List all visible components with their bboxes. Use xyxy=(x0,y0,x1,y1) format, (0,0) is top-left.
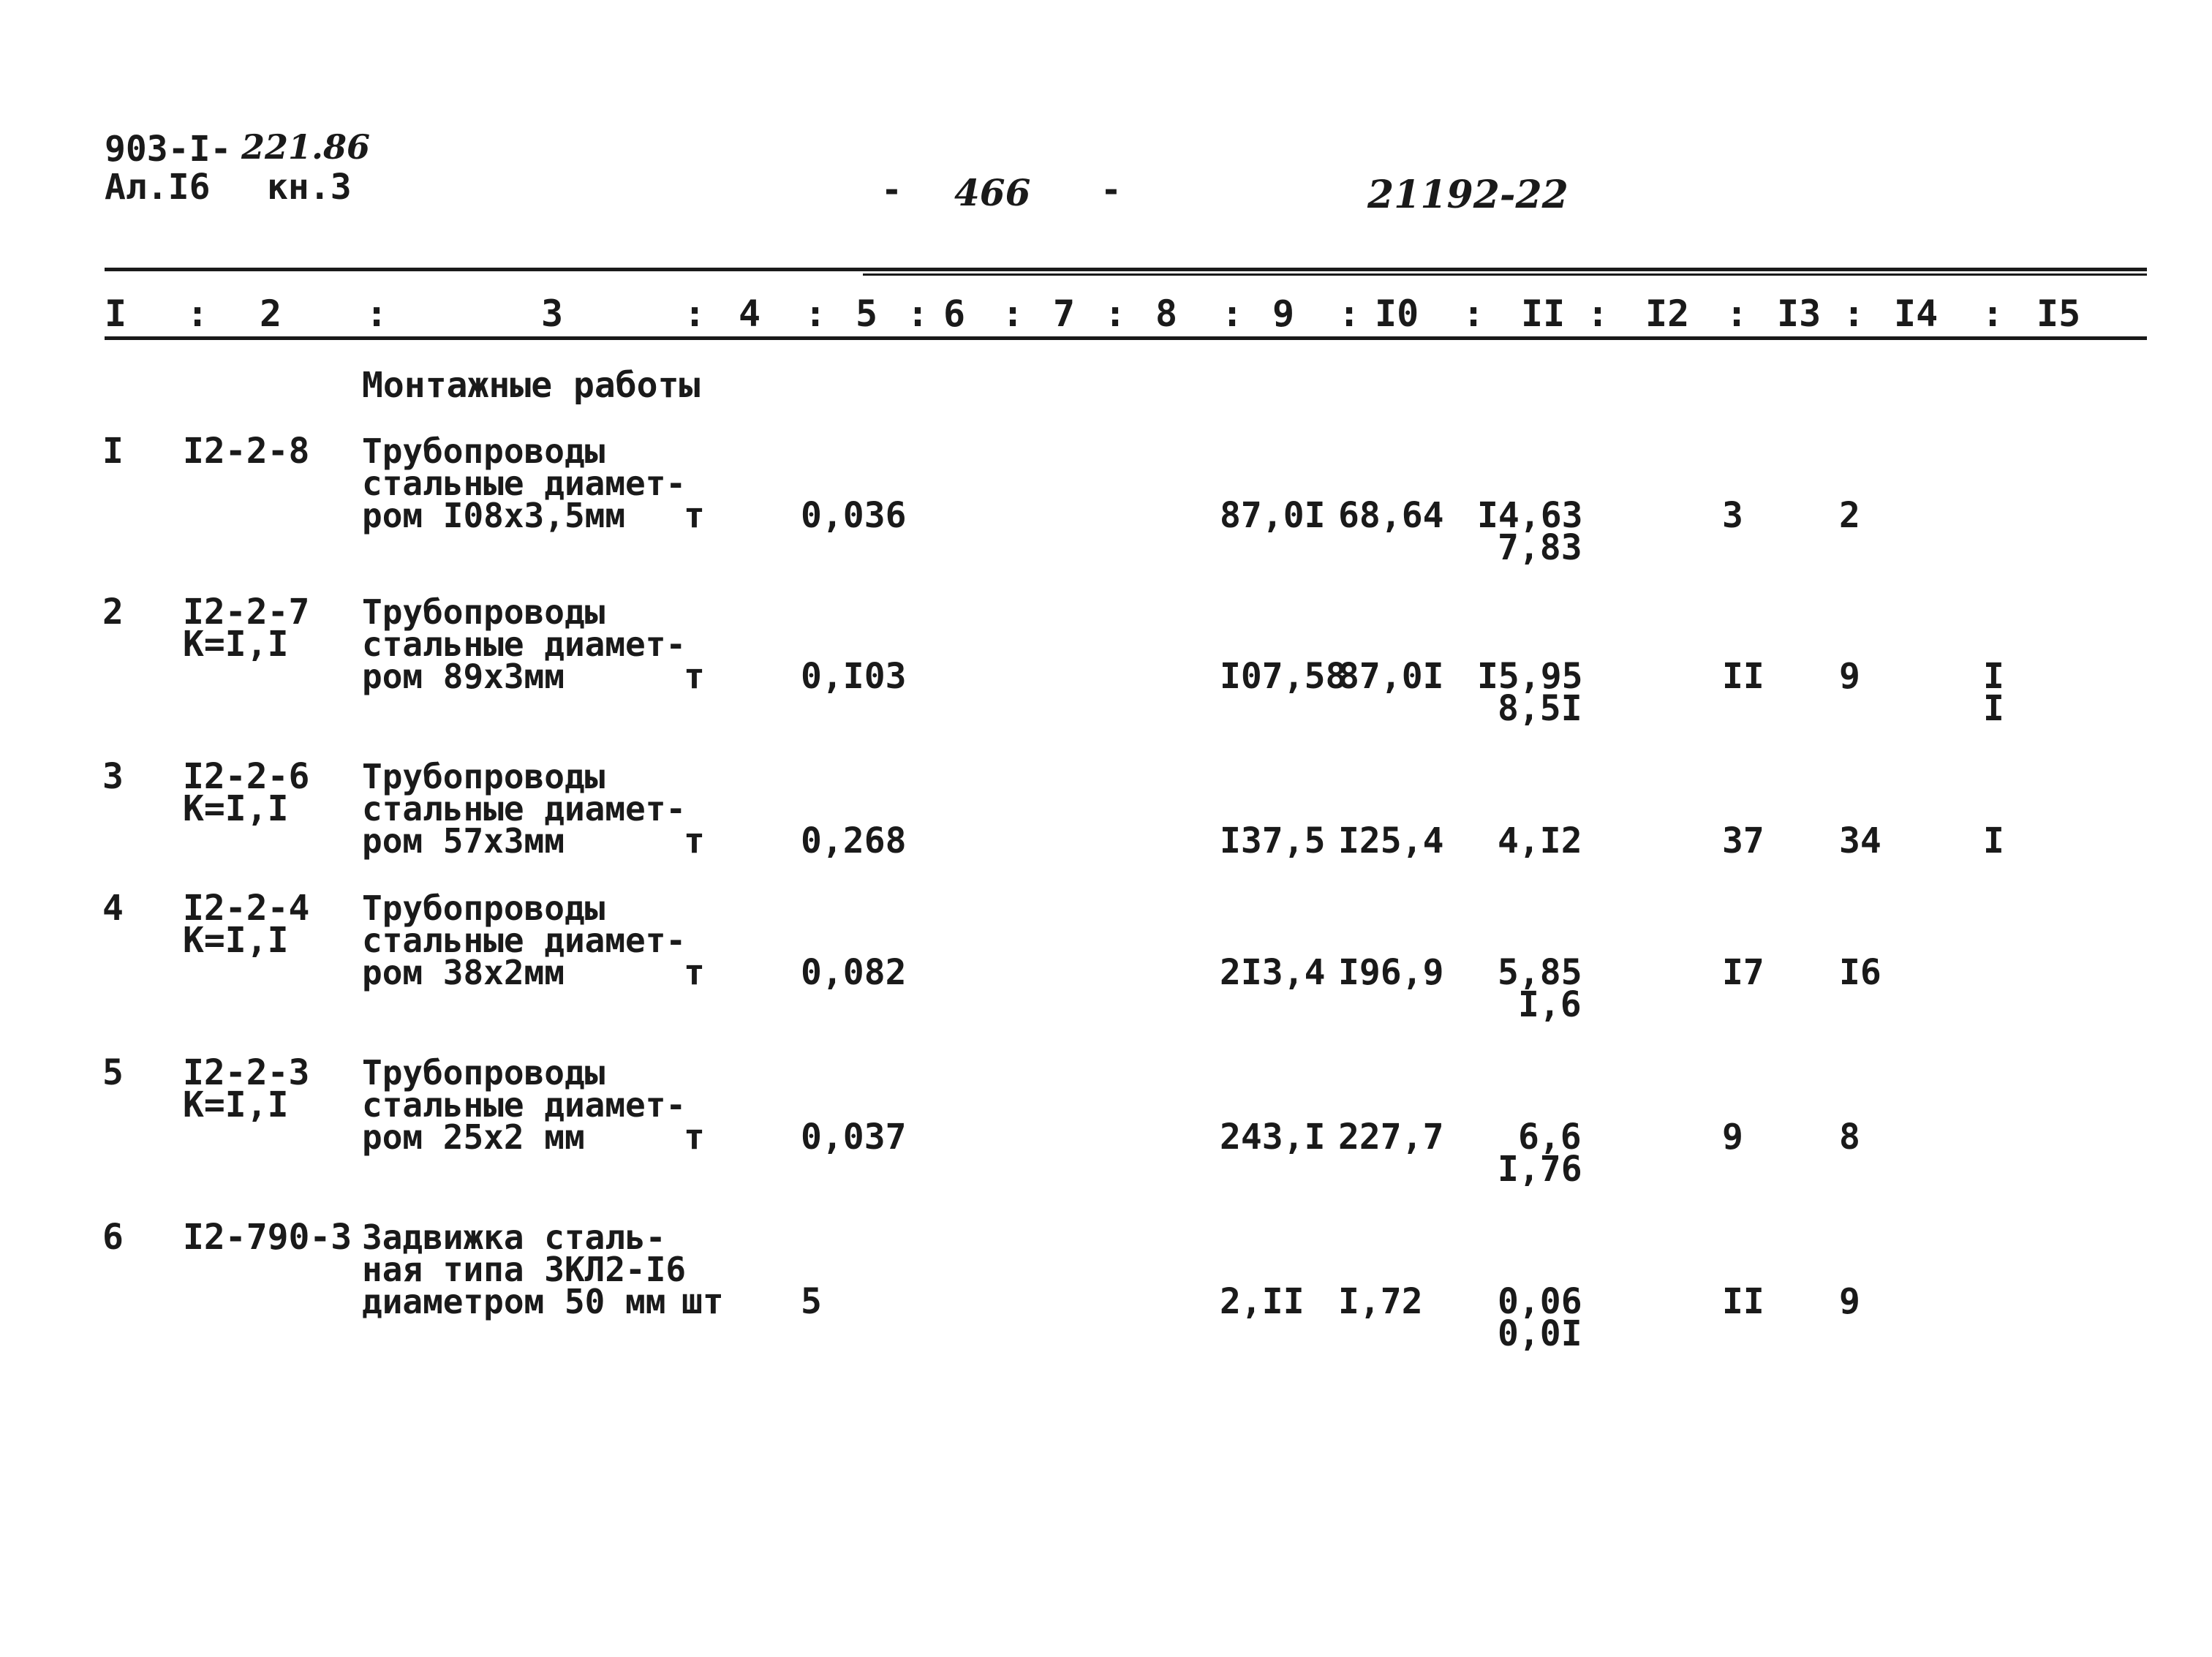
top-rule xyxy=(105,268,2147,271)
column-header: 9 xyxy=(1272,292,1295,335)
row-col14-value: I xyxy=(1983,688,2004,729)
row-quantity: 0,268 xyxy=(801,820,907,861)
row-description: стальные диамет- xyxy=(362,1085,687,1125)
column-header: 7 xyxy=(1053,292,1076,335)
column-separator: : xyxy=(1726,292,1748,335)
row-col13-value: I6 xyxy=(1839,952,1881,993)
column-separator: : xyxy=(1002,292,1024,335)
row-number: 3 xyxy=(102,756,124,797)
row-number: 2 xyxy=(102,592,124,633)
row-quantity: 0,I03 xyxy=(801,656,907,697)
column-header: 6 xyxy=(943,292,966,335)
row-col12-value: I7 xyxy=(1722,952,1764,993)
row-col11-value: I,6 xyxy=(1518,984,1582,1025)
column-separator: : xyxy=(1843,292,1865,335)
sheet-code: 21192-22 xyxy=(1367,173,1569,217)
row-code: К=I,I xyxy=(183,1084,289,1125)
column-header: 3 xyxy=(541,292,564,335)
row-col12-value: 37 xyxy=(1722,820,1764,861)
row-quantity: 0,037 xyxy=(801,1117,907,1158)
row-description: диаметром 50 мм xyxy=(362,1282,666,1321)
row-col11-value: 8,5I xyxy=(1498,688,1582,729)
row-description: Трубопроводы xyxy=(362,1053,605,1092)
row-col9-value: I07,58 xyxy=(1220,656,1347,697)
row-unit: т xyxy=(684,1117,705,1158)
row-unit: т xyxy=(684,495,705,536)
row-col11-value: 0,06 xyxy=(1498,1281,1582,1322)
row-col11-value: I5,95 xyxy=(1477,656,1583,697)
row-code: К=I,I xyxy=(183,920,289,961)
column-header: II xyxy=(1521,292,1566,335)
row-col11-value: I,76 xyxy=(1498,1149,1582,1190)
row-code: I2-2-4 xyxy=(183,888,310,929)
row-col13-value: 8 xyxy=(1839,1117,1860,1158)
column-header: I4 xyxy=(1894,292,1939,335)
column-header: 4 xyxy=(739,292,761,335)
column-header: 2 xyxy=(260,292,282,335)
row-col11-value: 6,6 xyxy=(1518,1117,1582,1158)
row-number: 5 xyxy=(102,1052,124,1093)
row-description: Трубопроводы xyxy=(362,592,605,632)
column-separator: : xyxy=(186,292,209,335)
doc-code-handwritten: 221.86 xyxy=(241,127,371,167)
row-description: Задвижка сталь- xyxy=(362,1218,666,1257)
row-unit: шт xyxy=(682,1281,724,1322)
column-header: I3 xyxy=(1777,292,1822,335)
page-dash-right: - xyxy=(1101,170,1122,211)
row-code: I2-2-6 xyxy=(183,756,310,797)
row-col12-value: 9 xyxy=(1722,1117,1743,1158)
row-code: I2-2-8 xyxy=(183,431,310,472)
row-description: стальные диамет- xyxy=(362,624,687,664)
column-separator: : xyxy=(684,292,706,335)
row-description: стальные диамет- xyxy=(362,789,687,828)
row-col9-value: I37,5 xyxy=(1220,820,1326,861)
column-header: I xyxy=(105,292,127,335)
column-separator: : xyxy=(804,292,827,335)
row-col9-value: 2,II xyxy=(1220,1281,1305,1322)
row-description: ром 89х3мм xyxy=(362,657,565,696)
row-col13-value: 34 xyxy=(1839,820,1881,861)
page-dash-left: - xyxy=(881,170,902,211)
row-description: Трубопроводы xyxy=(362,888,605,928)
row-col9-value: 87,0I xyxy=(1220,495,1326,536)
row-col12-value: 3 xyxy=(1722,495,1743,536)
row-col13-value: 9 xyxy=(1839,1281,1860,1322)
column-header: I0 xyxy=(1375,292,1419,335)
row-quantity: 5 xyxy=(801,1281,822,1322)
row-code: К=I,I xyxy=(183,788,289,829)
column-separator: : xyxy=(1221,292,1244,335)
top-rule-secondary xyxy=(863,273,2147,276)
column-header: 8 xyxy=(1155,292,1178,335)
row-description: ром 57х3мм xyxy=(362,821,565,861)
row-description: ром 25х2 мм xyxy=(362,1117,585,1157)
row-col13-value: 9 xyxy=(1839,656,1860,697)
row-number: 6 xyxy=(102,1217,124,1258)
row-description: Трубопроводы xyxy=(362,757,605,796)
section-title: Монтажные работы xyxy=(362,365,701,406)
row-unit: т xyxy=(684,656,705,697)
column-header: I2 xyxy=(1645,292,1690,335)
row-description: стальные диамет- xyxy=(362,921,687,960)
row-col10-value: I25,4 xyxy=(1338,820,1444,861)
row-col10-value: 68,64 xyxy=(1338,495,1444,536)
row-col10-value: 87,0I xyxy=(1338,656,1444,697)
column-separator: : xyxy=(907,292,929,335)
row-quantity: 0,036 xyxy=(801,495,907,536)
row-col12-value: II xyxy=(1722,1281,1764,1322)
column-separator: : xyxy=(1462,292,1485,335)
row-col10-value: I,72 xyxy=(1338,1281,1423,1322)
row-col11-value: I4,63 xyxy=(1477,495,1583,536)
row-number: I xyxy=(102,431,124,472)
page-number: 466 xyxy=(954,171,1031,214)
doc-code: 903-I- xyxy=(105,129,232,170)
row-code: I2-2-7 xyxy=(183,592,310,633)
row-col10-value: I96,9 xyxy=(1338,952,1444,993)
column-separator: : xyxy=(1338,292,1361,335)
row-code: К=I,I xyxy=(183,624,289,665)
row-col11-value: 5,85 xyxy=(1498,952,1582,993)
row-number: 4 xyxy=(102,888,124,929)
column-separator: : xyxy=(1982,292,2004,335)
row-unit: т xyxy=(684,952,705,993)
row-description: ром I08х3,5мм xyxy=(362,496,626,535)
row-col9-value: 243,I xyxy=(1220,1117,1326,1158)
row-col13-value: 2 xyxy=(1839,495,1860,536)
row-quantity: 0,082 xyxy=(801,952,907,993)
row-col14-value: I xyxy=(1983,820,2004,861)
row-col12-value: II xyxy=(1722,656,1764,697)
book-label: кн.3 xyxy=(267,167,352,208)
row-col9-value: 2I3,4 xyxy=(1220,952,1326,993)
row-col11-value: 7,83 xyxy=(1498,527,1582,568)
row-description: Трубопроводы xyxy=(362,431,605,471)
column-header: 5 xyxy=(856,292,878,335)
header-bottom-rule xyxy=(105,336,2147,340)
row-col14-value: I xyxy=(1983,656,2004,697)
row-description: ная типа ЗКЛ2-I6 xyxy=(362,1250,687,1289)
column-header: I5 xyxy=(2037,292,2081,335)
row-description: стальные диамет- xyxy=(362,464,687,503)
row-col10-value: 227,7 xyxy=(1338,1117,1444,1158)
row-unit: т xyxy=(684,820,705,861)
row-code: I2-2-3 xyxy=(183,1052,310,1093)
album-label: Ал.I6 xyxy=(105,167,211,208)
column-separator: : xyxy=(1104,292,1127,335)
column-separator: : xyxy=(366,292,388,335)
row-code: I2-790-3 xyxy=(183,1217,352,1258)
row-col11-value: 4,I2 xyxy=(1498,820,1582,861)
row-description: ром 38х2мм xyxy=(362,953,565,992)
column-separator: : xyxy=(1587,292,1609,335)
row-col11-value: 0,0I xyxy=(1498,1313,1582,1354)
